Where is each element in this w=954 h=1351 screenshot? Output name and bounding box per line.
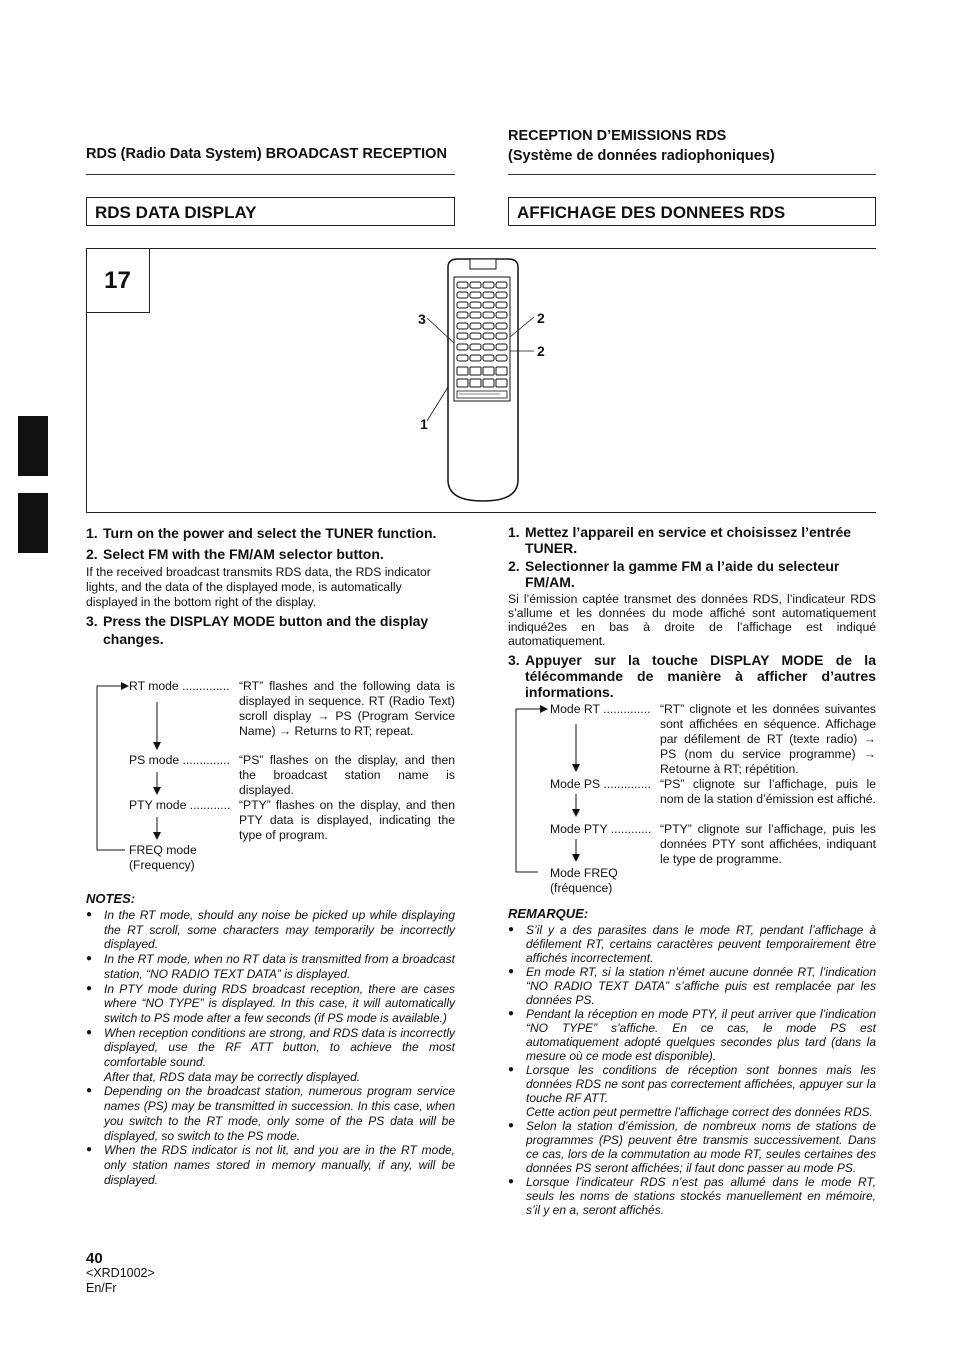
mode-label: Mode PTY ............	[550, 822, 652, 836]
remote-control-illustration	[400, 255, 570, 505]
note-item	[86, 1026, 455, 1085]
mode-label: PTY mode ............	[129, 798, 231, 812]
french-instructions	[508, 524, 876, 700]
french-flow-freq	[550, 866, 618, 896]
note-item: ● In the RT mode, should any noise be picked up while displaying the RT scroll, some characters may temporarily be incorrectly displayed.	[86, 908, 455, 952]
english-flow-pty	[129, 798, 455, 842]
note-item	[508, 1063, 876, 1119]
english-notes	[86, 891, 455, 1187]
mode-label: Mode PS ..............	[550, 777, 651, 791]
english-section-header: RDS (Radio Data System) BROADCAST RECEPTION	[86, 146, 447, 162]
french-section-header	[508, 126, 775, 166]
callout-2-lower: 2	[537, 343, 545, 359]
mode-label: Mode FREQ	[550, 866, 618, 880]
french-page-title: AFFICHAGE DES DONNEES RDS	[508, 197, 876, 226]
step-text: Mettez l’appareil en service et choisissez l’entrée TUNER.	[525, 524, 852, 556]
english-flow-ps	[129, 753, 455, 797]
english-step-2-description: If the received broadcast transmits RDS data, the RDS indicator lights, and the data of the displayed mode, is automatically displayed in the bottom right of the display.	[86, 565, 431, 609]
english-flow-rt	[129, 679, 455, 738]
mode-description: “PTY” flashes on the display, and then PTY data is displayed, indicating the type of program.	[239, 798, 455, 842]
mode-description: “RT” flashes and the following data is displayed in sequence. RT (Radio Text) scroll display → PS (Program Service Name) → Returns to RT; repeat.	[239, 679, 455, 738]
callout-2-upper: 2	[537, 310, 545, 326]
mode-description: (fréquence)	[550, 881, 613, 895]
mode-description: “PS” clignote sur l’affichage, puis le nom de la station d’émission est affiché.	[660, 777, 876, 806]
mode-description: “PTY” clignote sur l’affichage, puis les données PTY sont affichées, indiquant le type de programme.	[660, 822, 876, 866]
side-tab-lower	[18, 493, 48, 553]
step-text: Selectionner la gamme FM a l’aide du selecteur FM/AM.	[525, 558, 840, 590]
note-item: ● Selon la station d’émission, de nombreux noms de stations de programmes (PS) peuvent être transmis successivement. Dans ce cas, lors de la commutation au mode RT, seules certaines des données PS seront affichées; il faut donc passer au mode PS.	[508, 1119, 876, 1175]
step-text: Turn on the power and select the TUNER function.	[103, 525, 437, 541]
note-text: When reception conditions are strong, and RDS data is incorrectly displayed, use the RF ATT button, to achieve the most comfortable sound.	[104, 1025, 455, 1070]
note-item: ● In PTY mode during RDS broadcast reception, there are cases where “NO TYPE” is displayed. In this case, it will automatically switch to PS mode after a few seconds (if PS mode is available.)	[86, 982, 455, 1026]
french-flow-rt	[550, 702, 876, 776]
mode-description: “PS” flashes on the display, and then the broadcast station name is displayed.	[239, 753, 455, 797]
mode-label: PS mode ..............	[129, 753, 230, 767]
english-flow-freq	[129, 843, 197, 873]
mode-label: Mode RT ..............	[550, 702, 651, 716]
step-text: Select FM with the FM/AM selector button.	[103, 546, 384, 562]
english-instructions	[86, 524, 455, 648]
page-number: 40	[86, 1250, 103, 1267]
header-rule-left	[86, 174, 455, 175]
french-header-line1: RECEPTION D’EMISSIONS RDS	[508, 128, 727, 144]
language-code: En/Fr	[86, 1281, 117, 1295]
french-flow-pty	[550, 822, 876, 866]
note-item: ● Lorsque l’indicateur RDS n’est pas allumé dans le mode RT, seuls les noms de stations stockés manuellement en mémoire, s’il y en a, seront affichés.	[508, 1175, 876, 1217]
step-number: 3.	[508, 652, 520, 668]
french-step-2	[508, 558, 876, 590]
note-item: ● When the RDS indicator is not lit, and you are in the RT mode, only station names stored in memory manually, if any, will be displayed.	[86, 1143, 455, 1187]
step-number: 3.	[86, 613, 98, 629]
page-footer	[86, 1251, 155, 1296]
note-item: ● S’il y a des parasites dans le mode RT, pendant l’affichage à défilement RT, certains caractères peuvent temporairement être affichés incorrectement.	[508, 923, 876, 965]
note-item: ● In the RT mode, when no RT data is transmitted from a broadcast station, “NO RADIO TEXT DATA” is displayed.	[86, 952, 455, 981]
note-extra: After that, RDS data may be correctly displayed.	[104, 1069, 361, 1084]
step-number-box: 17	[86, 249, 150, 313]
french-step-2-description: Si l’émission captée transmet des données RDS, l’indicateur RDS s’allume et les données du mode affiché sont automatiquement indiqué2es en bas à droite de l’affichage est indiqué automatiquement.	[508, 592, 876, 648]
note-extra: Cette action peut permettre l’affichage correct des données RDS.	[526, 1105, 873, 1119]
english-step-3	[86, 612, 455, 648]
header-rule-right	[508, 174, 876, 175]
step-number: 1.	[86, 525, 98, 541]
mode-label: RT mode ..............	[129, 679, 230, 693]
step-number: 1.	[508, 524, 520, 540]
english-page-title: RDS DATA DISPLAY	[86, 197, 455, 226]
callout-1: 1	[420, 416, 428, 432]
french-step-3	[508, 652, 876, 700]
document-code: <XRD1002>	[86, 1266, 155, 1280]
note-item: ● En mode RT, si la station n’émet aucune donnée RT, l’indication “NO RADIO TEXT DATA” s’affiche puis est remplacée par les données PS.	[508, 965, 876, 1007]
step-number: 2.	[86, 546, 98, 562]
english-step-1	[86, 524, 455, 542]
french-step-1	[508, 524, 876, 556]
note-text: Lorsque les conditions de réception sont bonnes mais les données RDS ne sont pas correctement affichées, appuyer sur la touche RF ATT.	[526, 1063, 876, 1105]
notes-title: NOTES:	[86, 891, 136, 906]
notes-title: REMARQUE:	[508, 906, 589, 921]
note-item: ● Pendant la réception en mode PTY, il peut arriver que l’indication “NO TYPE” s’affiche. En ce cas, le mode PS est automatiquement adopté quelques secondes plus tard (dans la mesure où ce mode est disponible).	[508, 1007, 876, 1063]
step-number: 2.	[508, 558, 520, 574]
callout-3: 3	[418, 311, 426, 327]
step-text: Press the DISPLAY MODE button and the display changes.	[103, 613, 429, 647]
french-flow-ps	[550, 777, 876, 806]
french-header-line2: (Système de données radiophoniques)	[508, 148, 775, 164]
mode-description: (Frequency)	[129, 858, 195, 872]
french-notes	[508, 906, 876, 1217]
mode-description: “RT” clignote et les données suivantes sont affichées en séquence. Affichage par défilement de RT (texte radio) → PS (nom du service programme) → Retourne à RT; répétition.	[660, 702, 876, 776]
side-tab-upper	[18, 416, 48, 476]
step-text: Appuyer sur la touche DISPLAY MODE de la télécommande de manière à afficher d’autres informations.	[525, 652, 876, 700]
mode-label: FREQ mode	[129, 843, 197, 857]
english-step-2	[86, 545, 455, 563]
note-item: ● Depending on the broadcast station, numerous program service names (PS) may be transmitted in succession. In this case, when you switch to the RT mode, only some of the PS data will be displayed, so switch to the PS mode.	[86, 1084, 455, 1143]
